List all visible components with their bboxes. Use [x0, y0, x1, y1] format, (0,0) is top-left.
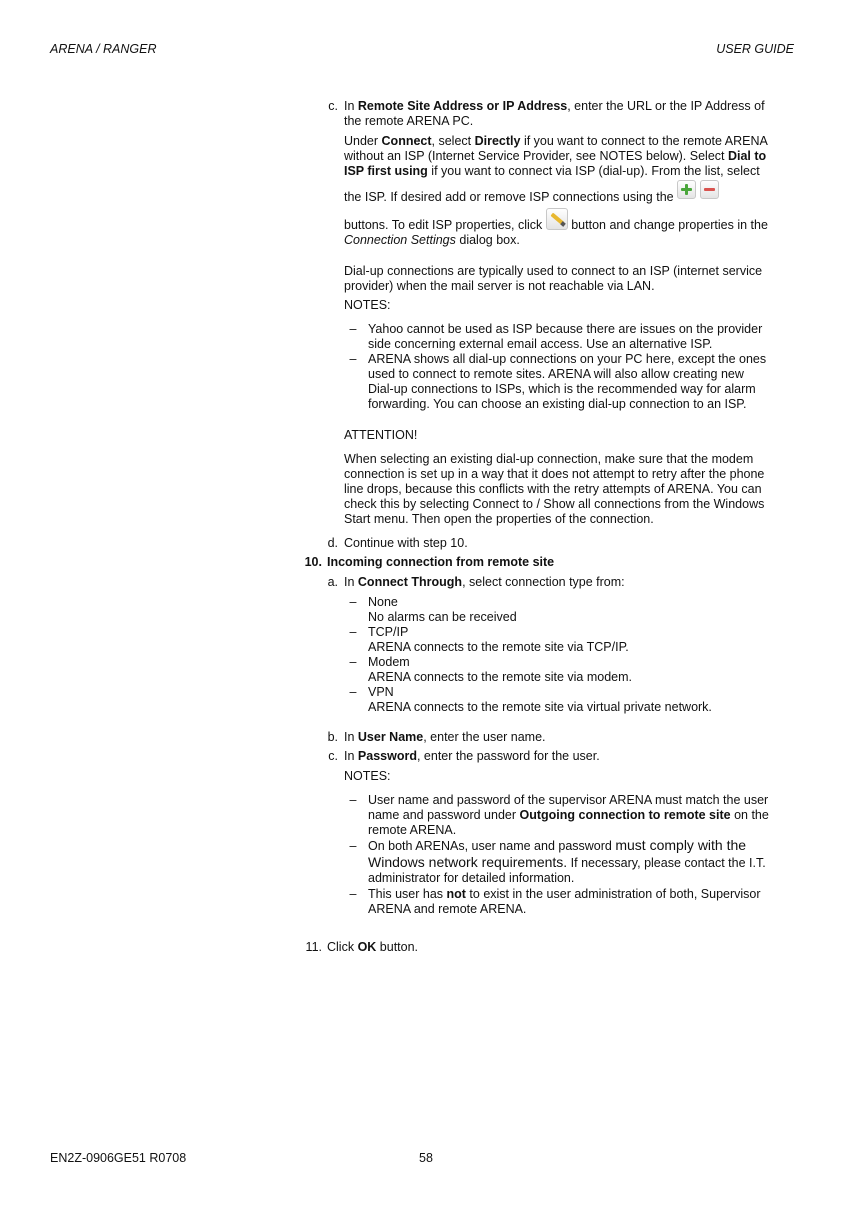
note-dash: –: [349, 793, 357, 807]
connection-settings-line: Connection Settings dialog box.: [344, 233, 520, 247]
edit-isp-line: buttons. To edit ISP properties, click button and change properties in the: [344, 208, 799, 230]
footer-doc-id: EN2Z-0906GE51 R0708: [50, 1151, 187, 1165]
item-c-text: In Remote Site Address or IP Address, enter the URL or the IP Address of the remote ARENA PC.: [344, 99, 765, 128]
item-a-text: In Connect Through, select connection type from:: [344, 575, 625, 589]
item-a-marker: a.: [327, 575, 338, 589]
note-dash: –: [349, 839, 357, 853]
option-none: None No alarms can be received: [368, 595, 517, 624]
note-dialup-connections: ARENA shows all dial-up connections on your PC here, except the ones used to connect to remote sites. ARENA will also allow creating new Dial-up connections to ISPs, which is the recommended way for alarm forwarding. You can choose an existing dial-up connection to an ISP.: [368, 352, 767, 411]
option-vpn: VPN ARENA connects to the remote site via virtual private network.: [368, 685, 712, 714]
step-10-title: Incoming connection from remote site: [327, 555, 555, 569]
header-left: ARENA / RANGER: [50, 42, 157, 56]
item-c2-text: In Password, enter the password for the user.: [344, 749, 600, 763]
item-d-marker: d.: [327, 536, 338, 550]
item-b-text: In User Name, enter the user name.: [344, 730, 546, 744]
note-dash: –: [349, 322, 357, 336]
note-match-credentials: User name and password of the supervisor ARENA must match the user name and password under Outgoing connection to remote site on the remote ARENA.: [368, 793, 769, 837]
step-10-marker: 10.: [304, 555, 322, 569]
option-dash: –: [349, 655, 357, 669]
notes-label: NOTES:: [344, 298, 391, 312]
note-dash: –: [349, 887, 357, 901]
note-dash: –: [349, 352, 357, 366]
step-11-text: Click OK button.: [327, 940, 419, 954]
note-user-not-exist: This user has not to exist in the user administration of both, Supervisor ARENA and remote ARENA.: [368, 887, 761, 916]
header-right: USER GUIDE: [716, 42, 794, 56]
step-11-marker: 11.: [305, 940, 322, 954]
item-c-marker: c.: [328, 99, 338, 113]
option-dash: –: [349, 595, 357, 609]
isp-add-remove-line: the ISP. If desired add or remove ISP connections using the: [344, 180, 799, 199]
notes-label-2: NOTES:: [344, 769, 391, 783]
option-tcpip: TCP/IP ARENA connects to the remote site via TCP/IP.: [368, 625, 629, 654]
plus-icon[interactable]: [677, 180, 696, 199]
item-c2-marker: c.: [328, 749, 338, 763]
attention-paragraph: When selecting an existing dial-up connection, make sure that the modem connection is set up in a way that it does not attempt to retry after the phone line drops, because this conflicts with the retry attempts of ARENA. You can check this by selecting Connect to / Show all connections from the Windows Start menu. Then open the properties of the connection.: [344, 452, 765, 526]
item-b-marker: b.: [327, 730, 338, 744]
page-number: 58: [419, 1151, 433, 1165]
option-dash: –: [349, 625, 357, 639]
attention-label: ATTENTION!: [344, 428, 418, 442]
pencil-icon[interactable]: [546, 208, 568, 230]
note-windows-requirements: On both ARENAs, user name and password must comply with the Windows network requirements. If necessary, please contact the I.T. administrator for detailed information.: [368, 837, 766, 885]
item-d-text: Continue with step 10.: [344, 536, 468, 550]
dialup-paragraph: Dial-up connections are typically used to connect to an ISP (internet service provider) when the mail server is not reachable via LAN.: [344, 264, 763, 293]
minus-icon[interactable]: [700, 180, 719, 199]
option-dash: –: [349, 685, 357, 699]
connect-paragraph: Under Connect, select Directly if you want to connect to the remote ARENA without an ISP (Internet Service Provider, see NOTES below). Select Dial to ISP first using if you want to connect via ISP (dial-up). From the list, select: [344, 134, 768, 178]
option-modem: Modem ARENA connects to the remote site via modem.: [368, 655, 633, 684]
note-yahoo: Yahoo cannot be used as ISP because there are issues on the provider side concerning external email access. Use an alternative ISP.: [368, 322, 763, 351]
